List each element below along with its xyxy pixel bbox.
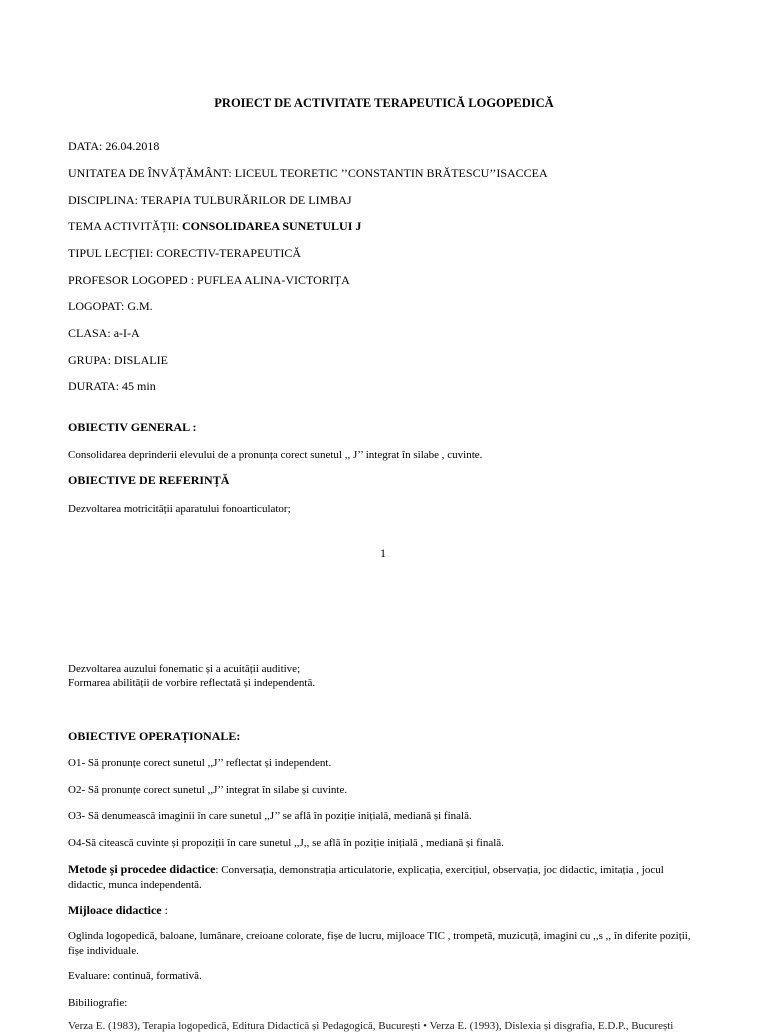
field-label: DURATA: bbox=[68, 379, 123, 393]
field-label: CLASA: bbox=[68, 326, 114, 340]
field-label: TEMA ACTIVITĂȚII: bbox=[68, 219, 182, 233]
field-value: G.M. bbox=[127, 299, 153, 313]
field-teacher bbox=[68, 273, 350, 287]
field-value: PUFLEA ALINA-VICTORIȚA bbox=[197, 273, 350, 287]
field-group bbox=[68, 353, 168, 367]
reference-objective-item: Dezvoltarea motricității aparatului fonoarticulator; bbox=[68, 503, 291, 515]
materials-heading: Mijloace didactice bbox=[68, 903, 162, 917]
field-theme bbox=[68, 219, 361, 233]
field-label: UNITATEA DE ÎNVĂȚĂMÂNT: bbox=[68, 166, 235, 180]
field-label: TIPUL LECȚIEI: bbox=[68, 246, 157, 260]
methods-heading: Metode și procedee didactice bbox=[68, 862, 216, 876]
field-value: DISLALIE bbox=[113, 353, 168, 367]
operational-objectives-heading: OBIECTIVE OPERAȚIONALE: bbox=[68, 729, 241, 743]
materials-heading-suffix: : bbox=[161, 903, 168, 917]
reference-objective-item: Formarea abilității de vorbire reflectată și independentă. bbox=[68, 677, 316, 689]
field-value: a-I-A bbox=[113, 326, 140, 340]
field-class bbox=[68, 326, 140, 340]
field-value: LICEUL TEORETIC ’’CONSTANTIN BRĂTESCU’’ISACCEA bbox=[234, 166, 548, 180]
field-label: DATA: bbox=[68, 139, 106, 153]
field-date bbox=[68, 139, 159, 153]
reference-objectives-heading: OBIECTIVE DE REFERINȚĂ bbox=[68, 473, 230, 487]
field-patient bbox=[68, 299, 153, 313]
operational-objective-item: O4-Să citească cuvinte și propoziții în care sunetul ,,J,, se află în poziție inițială , mediană și finală. bbox=[68, 837, 504, 849]
field-school bbox=[68, 166, 548, 180]
methods-text: : Conversația, demonstrația articulatorie, explicația, exercițiul, observația, joc didactic, imitația , jocul didactic, munca independentă. bbox=[68, 864, 664, 891]
field-value: CORECTIV-TERAPEUTICĂ bbox=[156, 246, 302, 260]
field-value: TERAPIA TULBURĂRILOR DE LIMBAJ bbox=[140, 193, 352, 207]
page-number: 1 bbox=[380, 546, 386, 560]
evaluation-text: Evaluare: continuă, formativă. bbox=[68, 970, 202, 982]
bibliography-heading: Bibiliografie: bbox=[68, 997, 128, 1009]
general-objective-text: Consolidarea deprinderii elevului de a pronunța corect sunetul ,, J’’ integrat în silabe , cuvinte. bbox=[68, 449, 483, 461]
operational-objective-item: O2- Să pronunțe corect sunetul ,,J’’ integrat în silabe și cuvinte. bbox=[68, 784, 348, 796]
field-label: LOGOPAT: bbox=[68, 299, 128, 313]
field-value: CONSOLIDAREA SUNETULUI J bbox=[181, 219, 362, 233]
materials-heading-line bbox=[68, 903, 168, 917]
general-objective-heading: OBIECTIV GENERAL : bbox=[68, 420, 197, 434]
field-lesson-type bbox=[68, 246, 301, 260]
materials-text: Oglinda logopedică, baloane, lumânare, creioane colorate, fișe de lucru, mijloace TIC , trompetă, muzicuță, imagini cu ,,s ,, în diferite poziții, fișe individuale. bbox=[68, 930, 691, 957]
document-title: PROIECT DE ACTIVITATE TERAPEUTICĂ LOGOPEDICĂ bbox=[214, 96, 554, 110]
operational-objective-item: O3- Să denumească imaginii în care sunetul ,,J’’ se află în poziție inițială, mediană și finală. bbox=[68, 810, 472, 822]
operational-objective-item: O1- Să pronunțe corect sunetul ,,J’’ reflectat și independent. bbox=[68, 757, 332, 769]
field-label: PROFESOR LOGOPED : bbox=[68, 273, 198, 287]
methods-paragraph bbox=[68, 862, 700, 893]
field-value: 45 min bbox=[122, 379, 156, 393]
bibliography-entry: Verza E. (1983), Terapia logopedică, Editura Didactică și Pedagogică, București • Verza E. (1993), Dislexia și disgrafia, E.D.P., București bbox=[68, 1020, 674, 1032]
field-label: DISCIPLINA: bbox=[68, 193, 141, 207]
field-discipline bbox=[68, 193, 352, 207]
field-label: GRUPA: bbox=[68, 353, 114, 367]
field-value: 26.04.2018 bbox=[105, 139, 160, 153]
field-duration bbox=[68, 379, 156, 393]
reference-objective-item: Dezvoltarea auzului fonematic și a acuității auditive; bbox=[68, 663, 301, 675]
